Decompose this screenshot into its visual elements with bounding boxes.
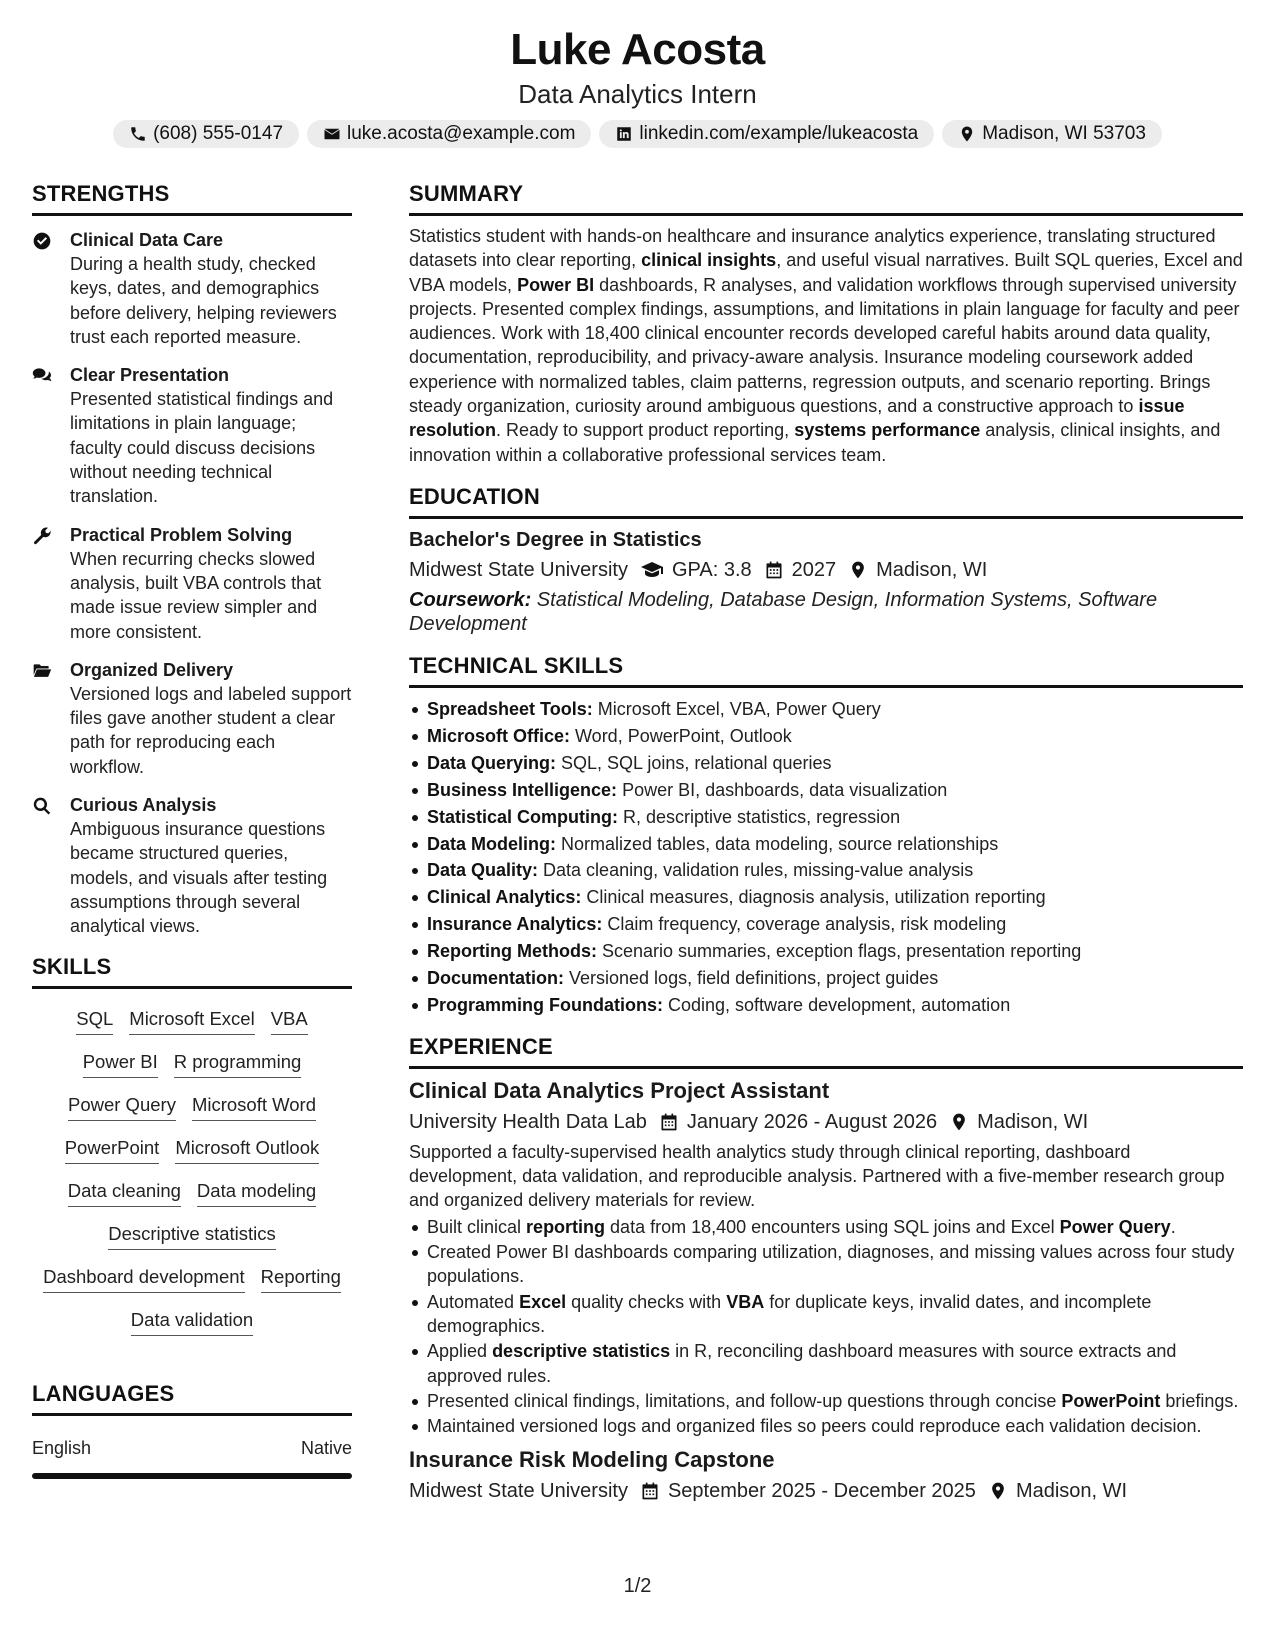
employer: University Health Data Lab bbox=[409, 1110, 647, 1133]
strength-item bbox=[32, 228, 352, 349]
section-divider bbox=[409, 685, 1243, 688]
linkedin-chip[interactable] bbox=[599, 120, 934, 148]
strength-item bbox=[32, 658, 352, 779]
strengths-list bbox=[32, 228, 352, 939]
skill-tag: Dashboard development bbox=[43, 1265, 245, 1293]
phone-text: (608) 555-0147 bbox=[153, 123, 284, 144]
email-chip[interactable] bbox=[307, 120, 591, 148]
right-column bbox=[409, 180, 1243, 1505]
list-item: Applied descriptive statistics in R, reconciling dashboard measures with source extracts and approved rules. bbox=[409, 1339, 1243, 1388]
linkedin-icon bbox=[615, 125, 633, 143]
skill-tag: SQL bbox=[76, 1007, 113, 1035]
skill-tag: Descriptive statistics bbox=[108, 1222, 276, 1250]
experience-heading: EXPERIENCE bbox=[409, 1033, 553, 1059]
languages-heading: LANGUAGES bbox=[32, 1380, 175, 1406]
strength-title: Practical Problem Solving bbox=[70, 524, 293, 545]
skill-tag: Power Query bbox=[68, 1093, 176, 1121]
job-meta bbox=[409, 1477, 1243, 1505]
strength-desc: Ambiguous insurance questions became structured queries, models, and visuals after testing assumptions through several analytical views. bbox=[70, 819, 328, 937]
section-divider bbox=[32, 213, 352, 216]
strength-title: Organized Delivery bbox=[70, 659, 234, 680]
location-chip[interactable] bbox=[942, 120, 1162, 148]
list-item: Documentation: Versioned logs, field definitions, project guides bbox=[409, 965, 1243, 992]
technical-skills-list bbox=[409, 696, 1243, 1019]
page-number: 1/2 bbox=[623, 1575, 652, 1597]
list-item: Built clinical reporting data from 18,400 encounters using SQL joins and Excel Power Query. bbox=[409, 1215, 1243, 1239]
calendar-icon bbox=[659, 1112, 679, 1132]
job-dates: January 2026 - August 2026 bbox=[686, 1110, 938, 1133]
list-item: Clinical Analytics: Clinical measures, diagnosis analysis, utilization reporting bbox=[409, 884, 1243, 911]
language-level: Native bbox=[300, 1437, 352, 1458]
strength-item bbox=[32, 793, 352, 938]
strength-item bbox=[32, 523, 352, 644]
skill-tag: Microsoft Word bbox=[192, 1093, 316, 1121]
candidate-title: Data Analytics Intern bbox=[518, 79, 757, 109]
employer: Midwest State University bbox=[409, 1480, 628, 1503]
list-item: Created Power BI dashboards comparing utilization, diagnoses, and missing values across four study populations. bbox=[409, 1240, 1243, 1289]
coursework: Coursework: Statistical Modeling, Database Design, Information Systems, Software Development bbox=[409, 588, 1158, 635]
skill-tag: Data cleaning bbox=[68, 1179, 181, 1207]
section-divider bbox=[32, 1413, 352, 1416]
job-location: Madison, WI bbox=[977, 1110, 1089, 1133]
skill-tag: Power BI bbox=[83, 1050, 158, 1078]
strength-item bbox=[32, 363, 352, 508]
candidate-name: Luke Acosta bbox=[510, 25, 765, 74]
job-meta bbox=[409, 1108, 1243, 1136]
folder-open-icon bbox=[32, 661, 52, 681]
list-item: Reporting Methods: Scenario summaries, exception flags, presentation reporting bbox=[409, 938, 1243, 965]
list-item: Automated Excel quality checks with VBA for duplicate keys, invalid dates, and incomplete demographics. bbox=[409, 1290, 1243, 1339]
school-name: Midwest State University bbox=[409, 558, 628, 581]
list-item: Programming Foundations: Coding, software development, automation bbox=[409, 992, 1243, 1019]
education-meta bbox=[409, 556, 1243, 584]
calendar-icon bbox=[764, 560, 784, 580]
language-name: English bbox=[32, 1437, 92, 1458]
phone-icon bbox=[129, 125, 147, 143]
list-item: Insurance Analytics: Claim frequency, coverage analysis, risk modeling bbox=[409, 911, 1243, 938]
search-icon bbox=[32, 796, 52, 816]
phone-chip[interactable] bbox=[113, 120, 299, 148]
language-item bbox=[32, 1438, 352, 1459]
school-location: Madison, WI bbox=[876, 558, 988, 581]
strength-title: Curious Analysis bbox=[70, 795, 217, 816]
section-divider bbox=[409, 213, 1243, 216]
skill-tag: PowerPoint bbox=[65, 1136, 160, 1164]
skill-tag: R programming bbox=[174, 1050, 302, 1078]
skill-tag: VBA bbox=[271, 1007, 308, 1035]
list-item: Presented clinical findings, limitations, and follow-up questions through concise PowerPoint briefings. bbox=[409, 1389, 1243, 1413]
strengths-heading: STRENGTHS bbox=[32, 181, 170, 206]
skill-tag: Data validation bbox=[131, 1308, 253, 1336]
map-pin-icon bbox=[958, 125, 976, 143]
job-dates: September 2025 - December 2025 bbox=[667, 1480, 976, 1503]
skill-tag: Microsoft Excel bbox=[129, 1007, 254, 1035]
section-divider bbox=[409, 516, 1243, 519]
skill-tag: Data modeling bbox=[197, 1179, 316, 1207]
skill-tag: Microsoft Outlook bbox=[175, 1136, 319, 1164]
gpa: GPA: 3.8 bbox=[671, 558, 752, 581]
experience-entry bbox=[409, 1077, 1243, 1439]
language-proficiency-bar bbox=[32, 1473, 352, 1479]
education-heading: EDUCATION bbox=[409, 483, 540, 509]
list-item: Microsoft Office: Word, PowerPoint, Outlook bbox=[409, 723, 1243, 750]
job-bullets bbox=[409, 1215, 1243, 1439]
envelope-icon bbox=[323, 125, 341, 143]
strength-desc: Presented statistical findings and limitations in plain language; faculty could discuss decisions without needing technical translation. bbox=[70, 389, 334, 507]
resume-header bbox=[0, 22, 1275, 148]
location-text: Madison, WI 53703 bbox=[982, 123, 1146, 144]
contact-bar bbox=[0, 120, 1275, 148]
map-pin-icon bbox=[988, 1481, 1008, 1501]
strength-title: Clinical Data Care bbox=[70, 230, 224, 250]
graduation-year: 2027 bbox=[791, 558, 837, 581]
experience-entry bbox=[409, 1446, 1243, 1505]
summary-heading: SUMMARY bbox=[409, 181, 524, 206]
section-divider bbox=[32, 986, 352, 989]
map-pin-icon bbox=[949, 1112, 969, 1132]
check-circle-icon bbox=[32, 231, 52, 251]
list-item: Business Intelligence: Power BI, dashboards, data visualization bbox=[409, 777, 1243, 804]
list-item: Maintained versioned logs and organized files so peers could reproduce each validation decision. bbox=[409, 1414, 1243, 1438]
job-description: Supported a faculty-supervised health analytics study through clinical reporting, dashboard development, data validation, and reproducible analysis. Partnered with a five-member research group and organized delivery materials for review. bbox=[409, 1141, 1225, 1211]
job-title: Clinical Data Analytics Project Assistant bbox=[409, 1077, 830, 1103]
skill-tag: Reporting bbox=[261, 1265, 341, 1293]
job-title: Insurance Risk Modeling Capstone bbox=[409, 1447, 775, 1473]
list-item: Statistical Computing: R, descriptive statistics, regression bbox=[409, 804, 1243, 831]
strength-desc: During a health study, checked keys, dates, and demographics before delivery, helping reviewers trust each reported measure. bbox=[70, 254, 337, 347]
section-divider bbox=[409, 1066, 1243, 1069]
list-item: Data Querying: SQL, SQL joins, relational queries bbox=[409, 750, 1243, 777]
strength-desc: When recurring checks slowed analysis, built VBA controls that made issue review simpler and more consistent. bbox=[70, 548, 322, 642]
graduation-cap-icon bbox=[640, 558, 664, 582]
calendar-icon bbox=[640, 1481, 660, 1501]
strength-title: Clear Presentation bbox=[70, 365, 230, 386]
wrench-icon bbox=[32, 526, 52, 546]
list-item: Data Modeling: Normalized tables, data modeling, source relationships bbox=[409, 831, 1243, 858]
list-item: Spreadsheet Tools: Microsoft Excel, VBA, Power Query bbox=[409, 696, 1243, 723]
linkedin-text: linkedin.com/example/lukeacosta bbox=[639, 123, 919, 144]
strength-desc: Versioned logs and labeled support files gave another student a clear path for reproducing each workflow. bbox=[70, 683, 352, 777]
skills-heading: SKILLS bbox=[32, 953, 112, 979]
map-pin-icon bbox=[848, 560, 868, 580]
list-item: Data Quality: Data cleaning, validation rules, missing-value analysis bbox=[409, 857, 1243, 884]
left-column bbox=[32, 180, 352, 1479]
technical-skills-heading: TECHNICAL SKILLS bbox=[409, 652, 624, 678]
job-location: Madison, WI bbox=[1015, 1480, 1128, 1503]
comments-icon bbox=[32, 366, 52, 386]
skills-cloud bbox=[32, 1007, 352, 1336]
summary-text: Statistics student with hands-on healthcare and insurance analytics experience, translating structured datasets into clear reporting, clinical insights, and useful visual narratives. Built SQL queries, Excel and VBA models, Power BI dashboards, R analyses, and validation workflows through supervised university projects. Presented complex findings, assumptions, and limitations in plain language for faculty and peer audiences. Work with 18,400 clinical encounter records developed careful habits around data quality, documentation, reproducibility, and privacy-aware analysis. Insurance modeling coursework added experience with normalized tables, claim patterns, regression outputs, and scenario reporting. Brings steady organization, curiosity around ambiguous questions, and a constructive approach to issue resolution. Ready to support product reporting, systems performance analysis, clinical insights, and innovation within a collaborative professional services team. bbox=[409, 226, 1243, 465]
email-text: luke.acosta@example.com bbox=[347, 123, 576, 144]
degree-title: Bachelor's Degree in Statistics bbox=[409, 528, 702, 551]
